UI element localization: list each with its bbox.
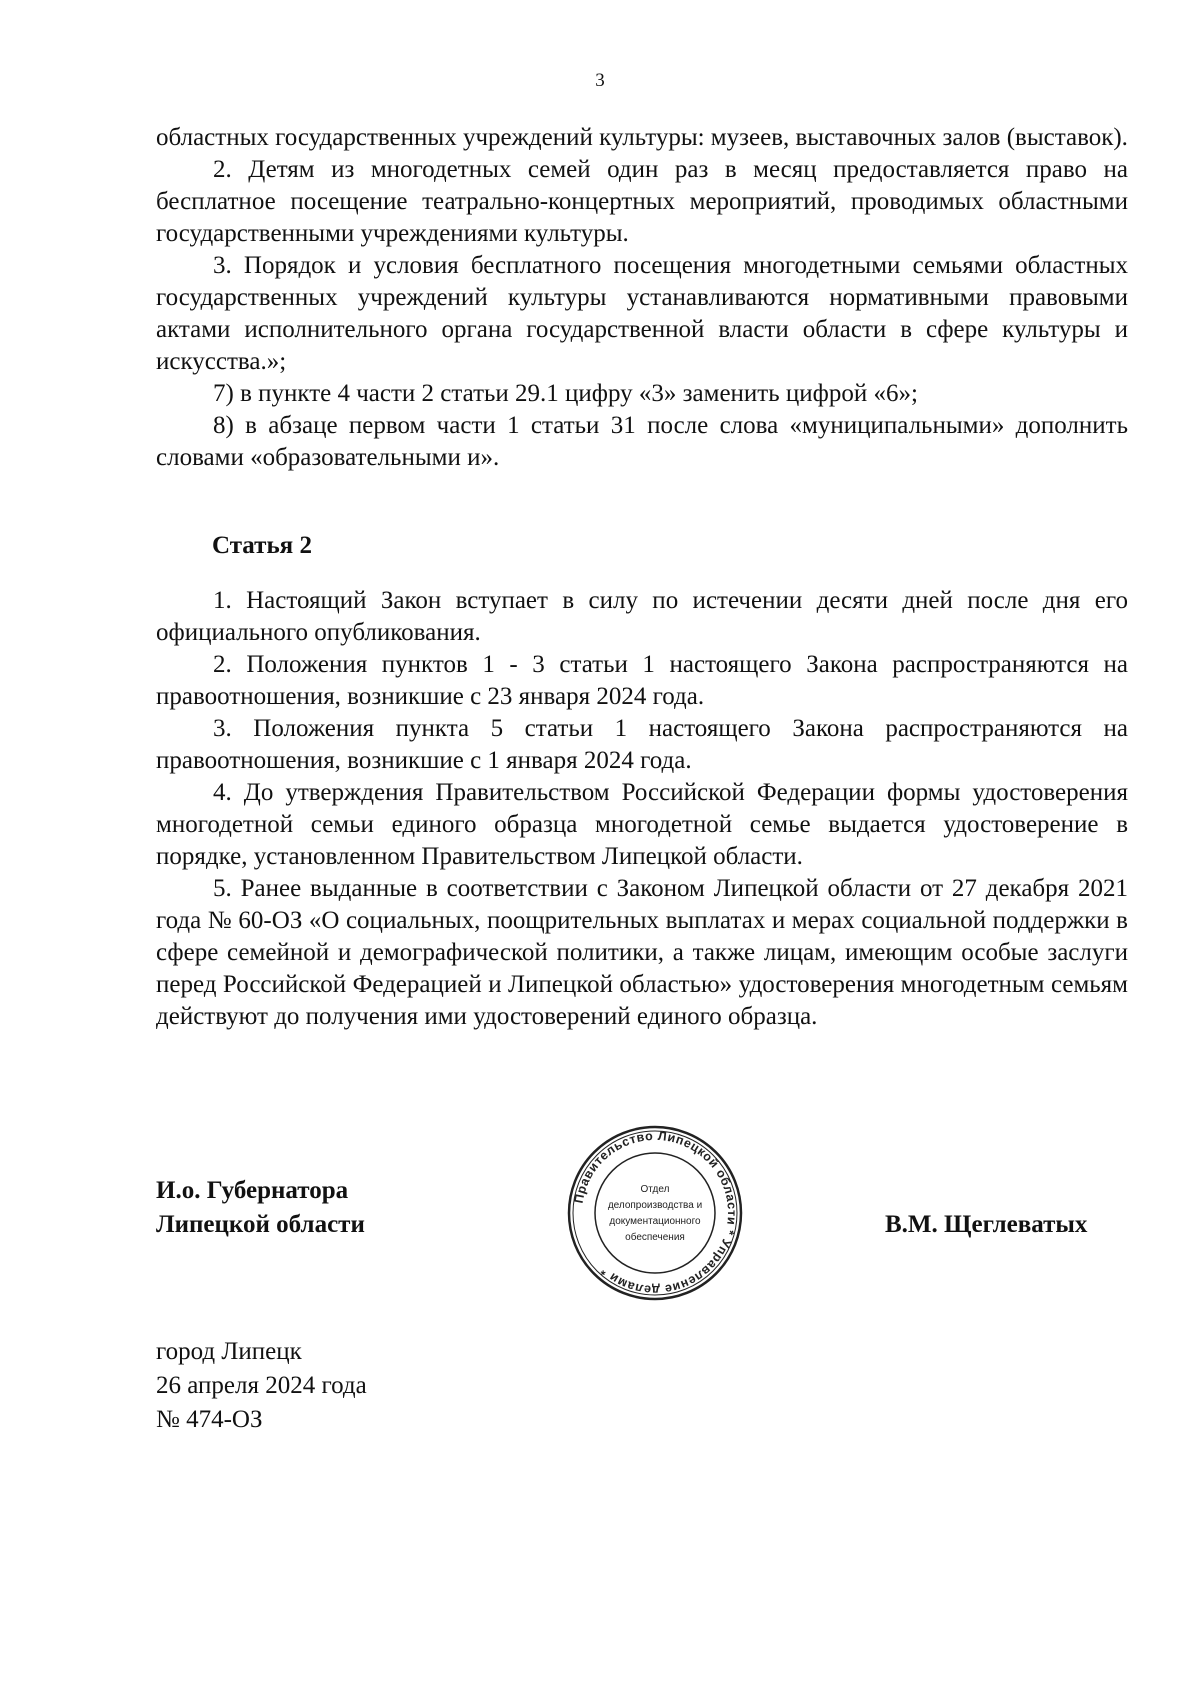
paragraph: 8) в абзаце первом части 1 статьи 31 после слова «муниципальными» дополнить словами «образовательными и». <box>156 412 1128 471</box>
stamp-outer-text: Правительство Липецкой области * Управление делами * <box>571 1128 740 1298</box>
article-title: Статья 2 <box>212 532 312 559</box>
stamp-inner-line-2: делопроизводства и <box>607 1200 703 1211</box>
paragraph: 1. Настоящий Закон вступает в силу по истечении десяти дней после дня его официального опубликования. <box>156 587 1128 646</box>
footer-city: город Липецк <box>156 1338 302 1365</box>
signatory-title <box>156 1174 365 1242</box>
paragraph: 3. Положения пункта 5 статьи 1 настоящего Закона распространяются на правоотношения, возникшие с 1 января 2024 года. <box>156 715 1128 774</box>
paragraph: областных государственных учреждений культуры: музеев, выставочных залов (выставок). <box>156 124 1128 151</box>
footer-law-number: № 474-ОЗ <box>156 1406 263 1433</box>
footer-date: 26 апреля 2024 года <box>156 1372 367 1399</box>
official-stamp <box>566 1124 744 1302</box>
page-number: 3 <box>595 70 605 91</box>
stamp-inner-line-1: Отдел <box>640 1184 670 1195</box>
paragraph: 4. До утверждения Правительством Российской Федерации формы удостоверения многодетной семьи единого образца многодетной семье выдается удостоверение в порядке, установленном Правительством Липецкой области. <box>156 779 1128 870</box>
signatory-title-line-1: И.о. Губернатора <box>156 1177 349 1204</box>
signatory-name: В.М. Щеглеватых <box>885 1211 1088 1238</box>
paragraph: 5. Ранее выданные в соответствии с Законом Липецкой области от 27 декабря 2021 года № 60-ОЗ «О социальных, поощрительных выплатах и мерах социальной поддержки в сфере семейной и демографической политики, а также лицам, имеющим особые заслуги перед Российской Федерацией и Липецкой областью» удостоверения многодетным семьям действуют до получения ими удостоверений единого образца. <box>156 875 1128 1030</box>
svg-text:Правительство Липецкой области <box>572 1129 739 1297</box>
stamp-inner-line-3: документационного <box>609 1216 701 1227</box>
stamp-inner-line-4: обеспечения <box>625 1232 685 1243</box>
paragraph: 2. Положения пунктов 1 - 3 статьи 1 настоящего Закона распространяются на правоотношения, возникшие с 23 января 2024 года. <box>156 651 1128 710</box>
document-footer <box>156 1335 367 1437</box>
body-text-top <box>156 122 1128 474</box>
signatory-title-line-2: Липецкой области <box>156 1211 365 1238</box>
body-text-article-2 <box>156 585 1128 1033</box>
paragraph: 2. Детям из многодетных семей один раз в месяц предоставляется право на бесплатное посещение театрально-концертных мероприятий, проводимых областными государственными учреждениями культуры. <box>156 156 1128 247</box>
paragraph: 7) в пункте 4 части 2 статьи 29.1 цифру «3» заменить цифрой «6»; <box>213 380 918 407</box>
paragraph: 3. Порядок и условия бесплатного посещения многодетными семьями областных государственных учреждений культуры устанавливаются нормативными правовыми актами исполнительного органа государственной власти области в сфере культуры и искусства.»; <box>156 252 1128 375</box>
